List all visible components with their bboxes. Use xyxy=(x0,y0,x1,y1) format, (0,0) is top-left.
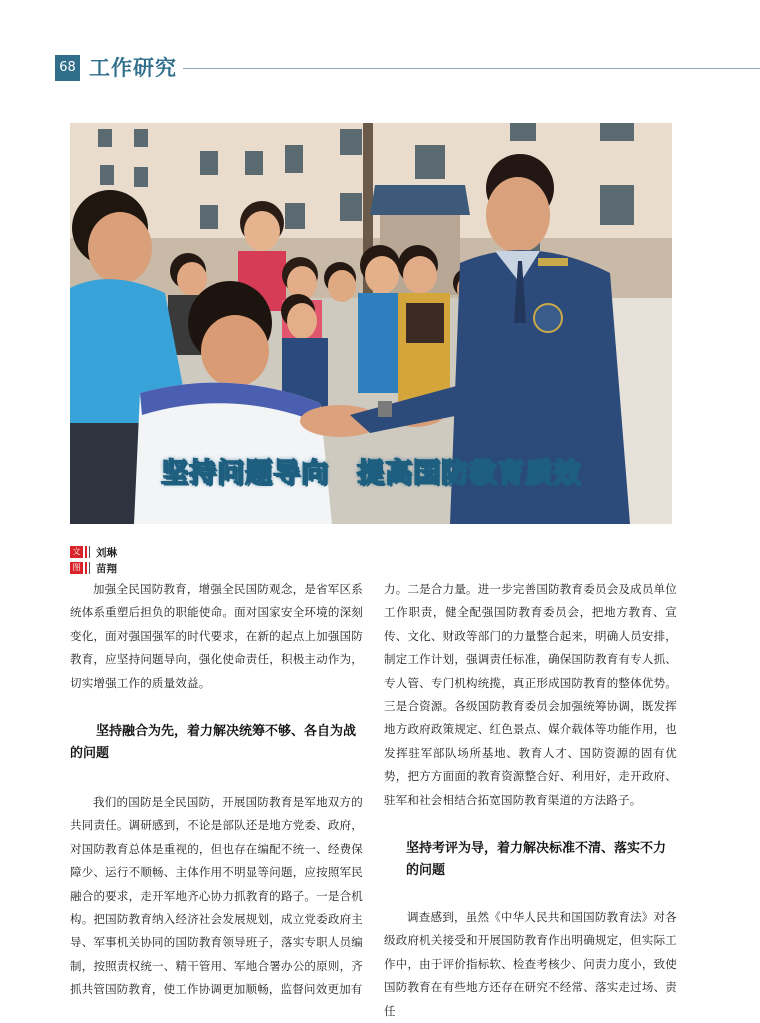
body-paragraph: 我们的国防是全民国防，开展国防教育是军地双方的共同责任。调研感到，不论是部队还是地方党委、政府，对国防教育总体是重视的，但也存在编配不统一、经费保障少、运行不顺畅、主体作用不明显等问题，应按照军民融合的要求，走开军地齐心协力抓教育的路子。一是合机构。把国防教育纳入经济社会发展规划，成立党委政府主导、军事机关协同的国防教育领导班子，落实专职人员编制，按照责权统一、精干管用、军地合署办公的原则，齐抓共管国防教育，使工作协调更加顺畅，监督问效更加有 xyxy=(70,795,363,997)
byline-label-photo: 图 xyxy=(70,562,83,574)
header-rule xyxy=(183,68,760,69)
subheading-text: 坚持融合为先，着力解决统筹不够、各自为战的问题 xyxy=(70,724,357,762)
body-paragraph-continued: 力。二是合力量。进一步完善国防教育委员会及成员单位工作职责，健全配强国防教育委员会，把地方教育、宣传、文化、财政等部门的力量整合起来，明确人员安排，制定工作计划，强调责任标准，确保国防教育有专人抓、专人管、专门机构统揽，真正形成国防教育的整体优势。三是合资源。各级国防教育委员会加强统筹协调，既发挥地方政府政策规定、红色景点、媒介载体等功能作用，也发挥驻军部队场所基地、教育人才、国防资源的固有优势，把方方面面的教育资源整合好、利用好，走开政府、驻军和社会相结合拓宽国防教育渠道的方法路子。 xyxy=(384,582,677,807)
intro-paragraph: 加强全民国防教育，增强全民国防观念，是省军区系统体系重塑后担负的职能使命。面对国家安全环境的深刻变化，面对强国强军的时代要求，在新的起点上加强国防教育，应坚持问题导向，强化使命责任，积极主动作为，切实增强工作的质量效益。 xyxy=(70,582,363,690)
byline xyxy=(70,545,117,577)
byline-divider xyxy=(89,546,90,558)
byline-divider xyxy=(85,546,87,558)
byline-photographer xyxy=(70,561,117,575)
subheading-integration xyxy=(70,721,363,765)
page-number: 68 xyxy=(55,55,80,81)
article-column-left xyxy=(70,578,363,1002)
hero-photo xyxy=(70,123,672,524)
section-title: 工作研究 xyxy=(89,56,177,80)
byline-divider xyxy=(85,562,87,574)
byline-divider xyxy=(89,562,90,574)
body-paragraph: 调查感到，虽然《中华人民共和国国防教育法》对各级政府机关接受和开展国防教育作出明确规定，但实际工作中，由于评价指标软、检查考核少、问责力度小，致使国防教育在有些地方还存在研究不经常、落实走过场、责任 xyxy=(384,910,677,1018)
article-title: 坚持问题导向 提高国防教育质效 xyxy=(161,458,581,489)
author-name: 刘琳 xyxy=(96,546,117,559)
subheading-evaluation: 坚持考评为导，着力解决标准不清、落实不力的问题 xyxy=(406,841,667,879)
byline-author xyxy=(70,545,117,559)
article-column-right xyxy=(384,578,677,1023)
byline-label-text: 文 xyxy=(70,546,83,558)
photographer-name: 苗翔 xyxy=(96,562,117,575)
